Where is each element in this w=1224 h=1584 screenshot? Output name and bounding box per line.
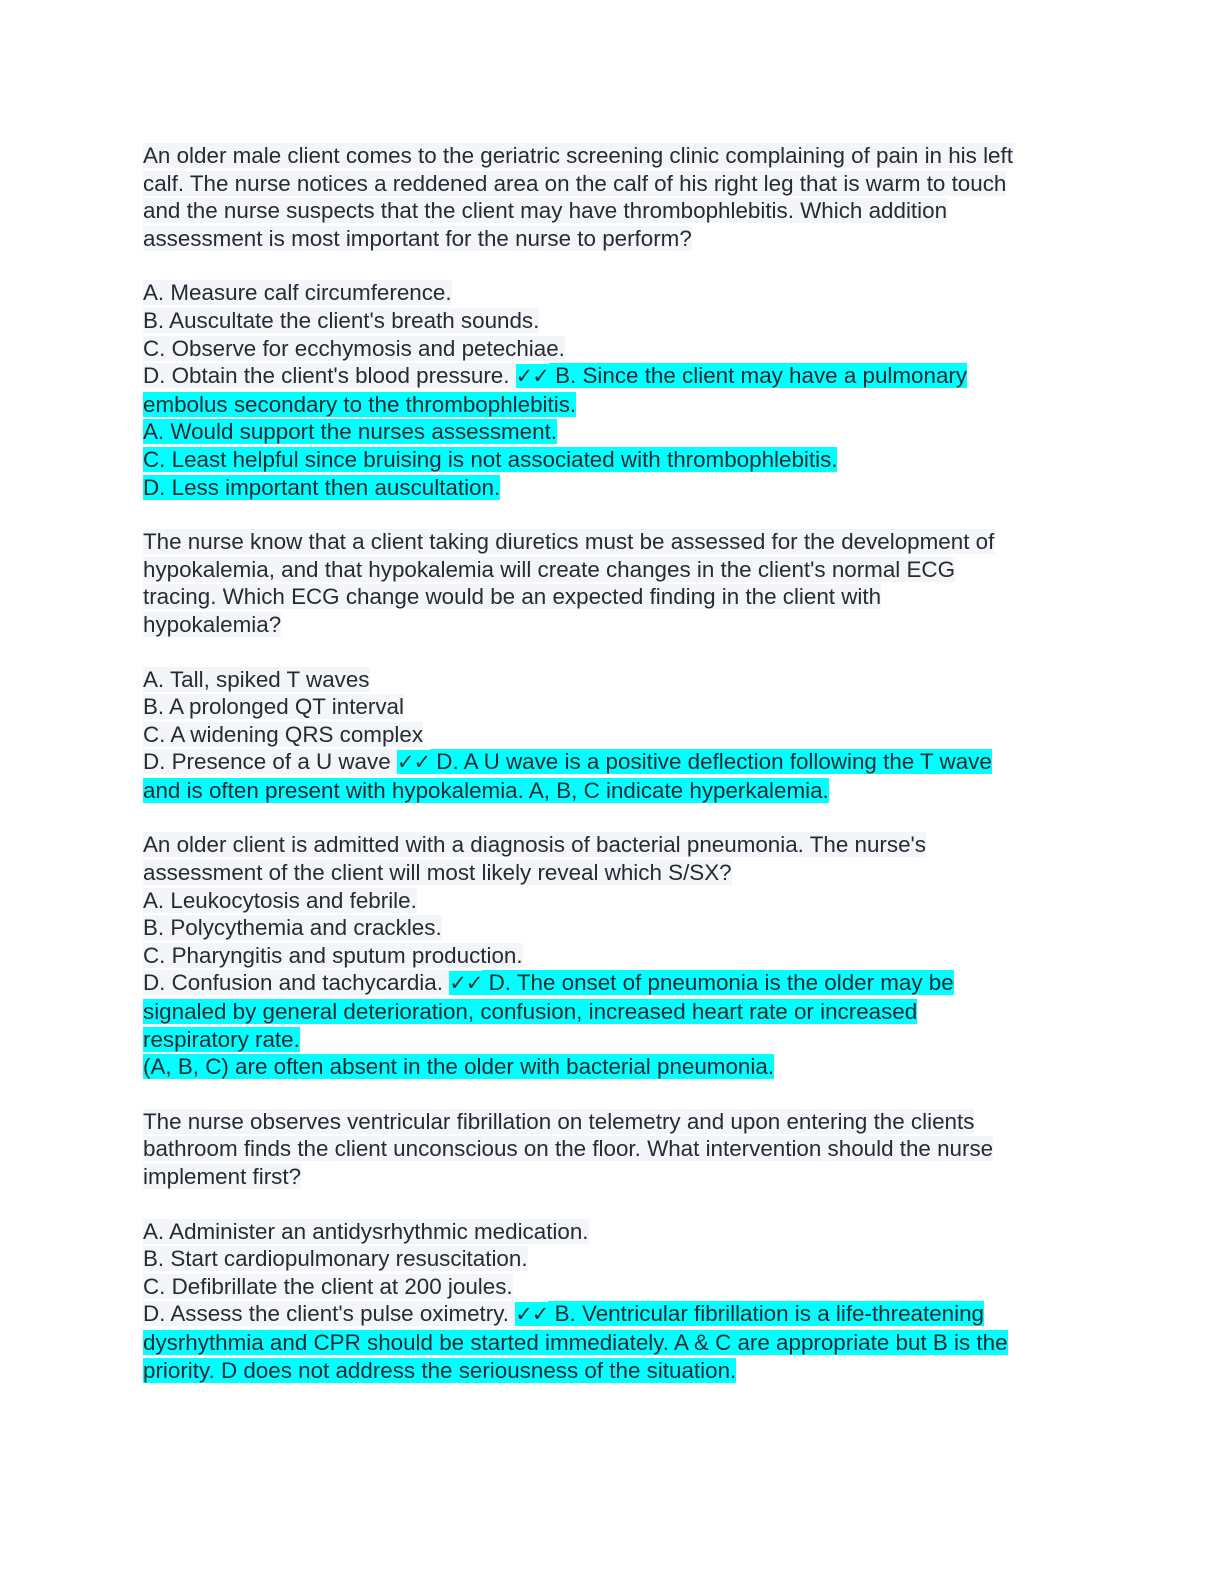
answer-rationale: B. Since the client may have a pulmonary xyxy=(548,363,968,389)
question-stem-line: The nurse observes ventricular fibrillation on telemetry and upon entering the clients xyxy=(143,1108,975,1134)
question-stem-line: hypokalemia, and that hypokalemia will create changes in the client's normal ECG xyxy=(143,556,955,582)
answer-option: D. Presence of a U wave xyxy=(143,749,397,775)
question-block xyxy=(143,1108,1083,1384)
question-stem-line: bathroom finds the client unconscious on the floor. What intervention should the nurse xyxy=(143,1136,994,1162)
answer-option: C. Pharyngitis and sputum production. xyxy=(143,942,523,968)
answer-option: C. Observe for ecchymosis and petechiae. xyxy=(143,335,565,361)
question-block xyxy=(143,142,1083,501)
question-block xyxy=(143,528,1083,804)
question-stem-line: An older client is admitted with a diagnosis of bacterial pneumonia. The nurse's xyxy=(143,832,926,858)
document-page xyxy=(143,142,1083,1384)
answer-rationale: B. Ventricular fibrillation is a life-threatening xyxy=(548,1301,984,1327)
answer-option: A. Tall, spiked T waves xyxy=(143,666,370,692)
answer-rationale: priority. D does not address the seriousness of the situation. xyxy=(143,1357,737,1383)
answer-rationale: D. A U wave is a positive deflection following the T wave xyxy=(430,749,992,775)
answer-rationale: C. Least helpful since bruising is not associated with thrombophlebitis. xyxy=(143,446,838,472)
answer-rationale: signaled by general deterioration, confusion, increased heart rate or increased xyxy=(143,999,918,1025)
question-stem-line: hypokalemia? xyxy=(143,611,282,637)
question-block xyxy=(143,831,1083,1080)
checkmark-icon: ✓✓ xyxy=(515,364,549,389)
answer-rationale: and is often present with hypokalemia. A, B, C indicate hyperkalemia. xyxy=(143,777,829,803)
checkmark-icon: ✓✓ xyxy=(396,750,431,775)
answer-option: B. A prolonged QT interval xyxy=(143,694,404,720)
answer-option: D. Confusion and tachycardia. xyxy=(143,970,450,996)
answer-rationale: (A, B, C) are often absent in the older with bacterial pneumonia. xyxy=(143,1054,775,1080)
question-stem-line: assessment of the client will most likely reveal which S/SX? xyxy=(143,860,732,886)
question-stem-line: and the nurse suspects that the client may have thrombophlebitis. Which addition xyxy=(143,198,948,224)
question-stem-line: The nurse know that a client taking diuretics must be assessed for the development of xyxy=(143,529,995,555)
question-stem-line: implement first? xyxy=(143,1164,302,1189)
question-stem-line: calf. The nurse notices a reddened area on the calf of his right leg that is warm to touch xyxy=(143,170,1007,196)
answer-rationale: A. Would support the nurses assessment. xyxy=(143,419,558,445)
answer-option: D. Obtain the client's blood pressure. xyxy=(143,363,516,389)
answer-option: A. Leukocytosis and febrile. xyxy=(143,887,417,913)
answer-rationale: embolus secondary to the thrombophlebitis. xyxy=(143,391,577,417)
answer-option: C. Defibrillate the client at 200 joules. xyxy=(143,1273,513,1299)
answer-option: A. Administer an antidysrhythmic medication. xyxy=(143,1218,589,1244)
answer-option: B. Start cardiopulmonary resuscitation. xyxy=(143,1246,528,1272)
answer-rationale: respiratory rate. xyxy=(143,1026,300,1052)
answer-option: D. Assess the client's pulse oximetry. xyxy=(143,1301,516,1327)
answer-option: B. Auscultate the client's breath sounds. xyxy=(143,307,540,333)
answer-rationale: dysrhythmia and CPR should be started immediately. A & C are appropriate but B is the xyxy=(143,1329,1008,1355)
checkmark-icon: ✓✓ xyxy=(515,1302,549,1327)
answer-option: A. Measure calf circumference. xyxy=(143,280,452,306)
answer-rationale: D. The onset of pneumonia is the older may be xyxy=(482,970,954,996)
question-stem-line: An older male client comes to the geriatric screening clinic complaining of pain in his left xyxy=(143,143,1013,168)
answer-option: C. A widening QRS complex xyxy=(143,721,424,747)
answer-rationale: D. Less important then auscultation. xyxy=(143,474,501,500)
question-stem-line: assessment is most important for the nurse to perform? xyxy=(143,225,692,251)
answer-option: B. Polycythemia and crackles. xyxy=(143,915,442,941)
checkmark-icon: ✓✓ xyxy=(449,971,483,996)
question-stem-line: tracing. Which ECG change would be an expected finding in the client with xyxy=(143,584,882,610)
